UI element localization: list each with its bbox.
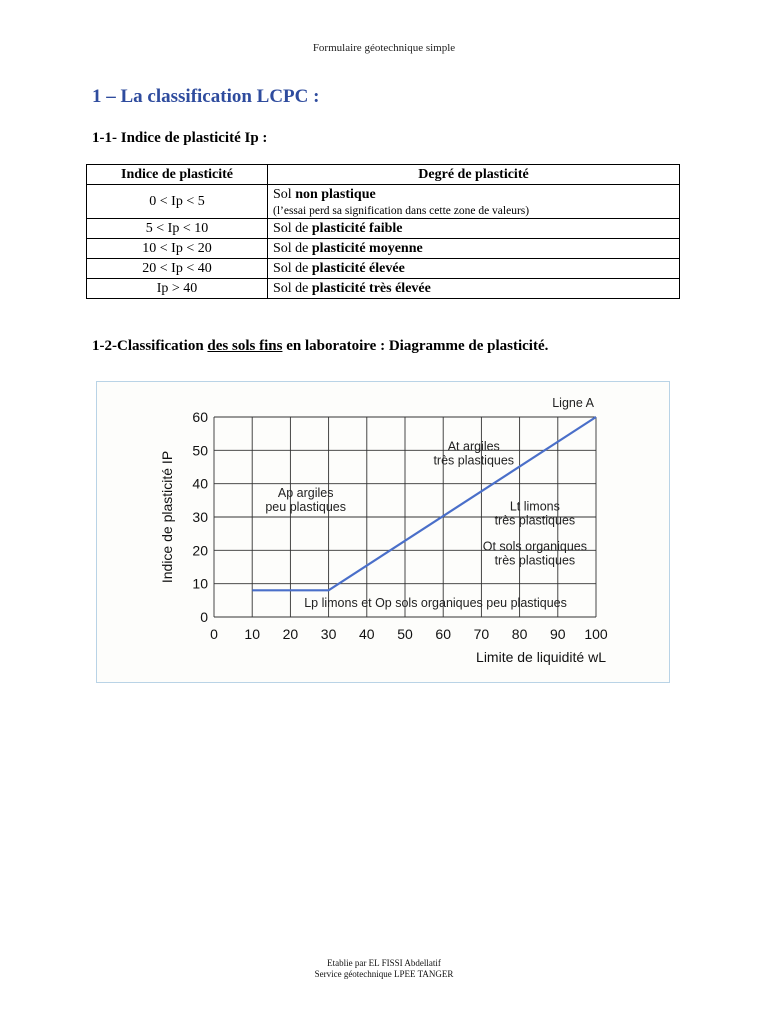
table-cell-degree <box>268 279 680 299</box>
zone-label-line: peu plastiques <box>265 500 346 514</box>
section-title-lab-classification <box>92 338 548 355</box>
zone-label <box>433 439 514 467</box>
zone-label <box>552 396 594 410</box>
degree-prefix: Sol de <box>273 241 312 256</box>
footer-service: Service géotechnique LPEE TANGER <box>314 969 454 979</box>
table-cell-range: 20 < Ip < 40 <box>87 259 268 279</box>
footer-author: Etablie par EL FISSI Abdellatif <box>327 958 441 968</box>
y-tick-label: 10 <box>192 575 208 592</box>
degree-value: plasticité faible <box>311 221 403 236</box>
zone-label-line: Ap argiles <box>277 486 334 500</box>
x-tick-label: 10 <box>244 626 260 642</box>
x-tick-label: 60 <box>435 626 451 642</box>
section-title-plasticity-index: 1-1- Indice de plasticité Ip : <box>92 130 268 146</box>
table-row <box>87 259 680 279</box>
zone-label <box>304 596 567 610</box>
x-tick-label: 70 <box>473 626 490 642</box>
zone-label <box>265 486 346 514</box>
y-tick-label: 60 <box>192 409 208 425</box>
degree-note: (l’essai perd sa signification dans cette zone de valeurs) <box>273 205 530 217</box>
degree-prefix: Sol de <box>273 261 312 276</box>
x-tick-label: 30 <box>320 626 337 642</box>
degree-prefix: Sol <box>273 187 296 202</box>
y-tick-label: 20 <box>192 542 208 559</box>
zone-label <box>495 499 576 527</box>
zone-label-line: Lt limons <box>509 499 560 514</box>
table-header-index: Indice de plasticité <box>87 165 268 185</box>
table-cell-degree <box>268 259 680 279</box>
y-tick-label: 40 <box>192 475 208 492</box>
degree-value: non plastique <box>295 187 376 202</box>
x-tick-label: 50 <box>397 626 413 642</box>
table-cell-range: 10 < Ip < 20 <box>87 239 268 259</box>
table-row <box>87 239 680 259</box>
y-tick-label: 50 <box>192 442 208 459</box>
table-cell-degree <box>268 219 680 239</box>
zone-label-line: Ligne A <box>552 396 594 410</box>
page-footer <box>0 958 768 980</box>
plasticity-table <box>86 164 680 299</box>
y-axis-label: Indice de plasticité IP <box>159 450 175 584</box>
table-cell-degree <box>268 239 680 259</box>
x-tick-label: 90 <box>550 626 566 642</box>
x-tick-label: 100 <box>584 626 608 642</box>
page-header: Formulaire géotechnique simple <box>312 42 456 54</box>
x-tick-label: 40 <box>359 626 375 642</box>
x-axis-label: Limite de liquidité wL <box>476 649 606 665</box>
table-row <box>87 185 680 219</box>
degree-value: plasticité élevée <box>311 261 405 276</box>
table-row <box>87 219 680 239</box>
section12-before: 1-2-Classification <box>92 338 208 354</box>
table-header-degree: Degré de plasticité <box>268 165 680 185</box>
section12-underlined: des sols fins <box>207 338 283 354</box>
zone-label-line: très plastiques <box>433 453 515 468</box>
zone-label-line: Lp limons et Op sols organiques peu plastiques <box>304 596 567 610</box>
zone-label-line: très plastiques <box>494 513 576 528</box>
zone-label-line: Ot sols organiques <box>482 539 587 554</box>
degree-value: plasticité très élevée <box>311 281 431 296</box>
degree-prefix: Sol de <box>273 221 312 236</box>
table-cell-range: Ip > 40 <box>87 279 268 299</box>
plasticity-chart-frame <box>96 381 670 683</box>
section-title-classification: 1 – La classification LCPC : <box>92 86 320 107</box>
table-cell-range: 5 < Ip < 10 <box>87 219 268 239</box>
table-cell-degree <box>268 185 680 219</box>
zone-label-line: At argiles <box>447 439 500 454</box>
zone-label <box>483 539 587 567</box>
zone-label-line: très plastiques <box>494 553 576 568</box>
degree-value: plasticité moyenne <box>311 241 423 256</box>
plasticity-chart <box>97 382 669 682</box>
table-row <box>87 279 680 299</box>
x-tick-label: 80 <box>511 626 528 642</box>
degree-prefix: Sol de <box>273 281 312 296</box>
x-tick-label: 20 <box>282 626 299 642</box>
section12-after: en laboratoire : Diagramme de plasticité. <box>282 338 549 354</box>
y-tick-label: 30 <box>192 509 208 525</box>
table-header-row <box>87 165 680 185</box>
table-cell-range: 0 < Ip < 5 <box>87 185 268 219</box>
x-tick-label: 0 <box>210 626 218 642</box>
y-tick-label: 0 <box>200 609 208 625</box>
